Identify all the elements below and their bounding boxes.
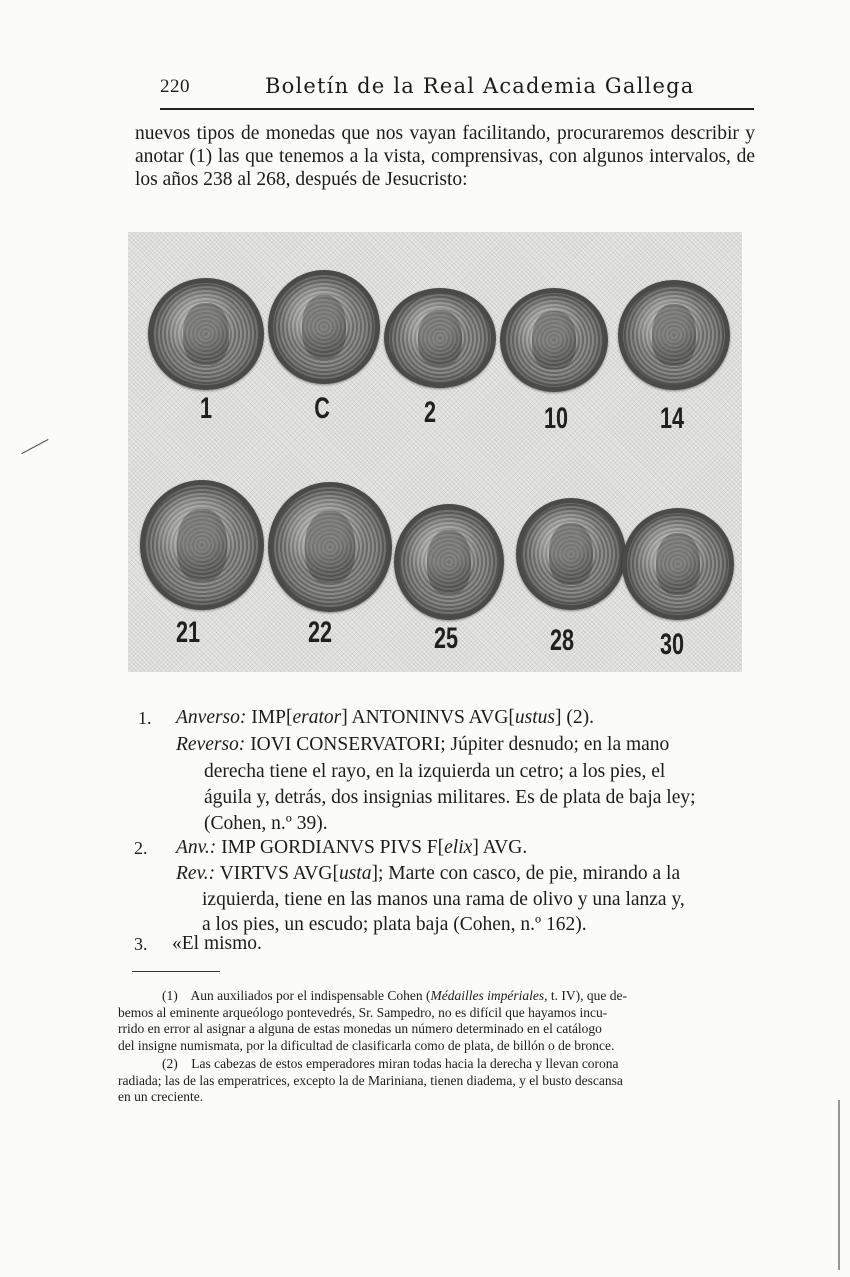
footnote-1: (1) Aun auxiliados por el indispensable Cohen (Médailles impériales, t. IV), que de- bemos al eminente arqueólogo pontevedrés, Sr. Sampedro, no es difícil que hayamos incu- rrido en error al asignar a alguna de estas monedas un número determinado en el catálogo del insigne numismata, por la dificultad de clasificarla como de plata, de billón o de bronce. [118,988,627,1053]
coin-label: 30 [659,628,685,661]
coin-image [140,480,264,610]
margin-pencil-mark [22,439,49,454]
coin-label: 1 [199,392,213,425]
footnote-number: (1) [162,988,178,1003]
coin-label: 22 [307,616,333,649]
header-rule [160,108,754,110]
entry-2-reverse: Rev.: VIRTVS AVG[usta]; Marte con casco, de pie, mirando a la [176,863,681,884]
reverse-label: Reverso: [176,734,246,755]
coin-image [500,288,608,392]
reverse-label: Rev.: [176,863,216,884]
journal-title: Boletín de la Real Academia Gallega [265,74,695,98]
entry-line: izquierda, tiene en las manos una rama de olivo y una lanza y, [202,889,685,910]
entry-number: 1. [138,708,152,728]
entry-3-text: «El mismo. [172,933,262,954]
coin-label: 28 [549,624,575,657]
coin-image [148,278,264,390]
entry-line: derecha tiene el rayo, en la izquierda un cetro; a los pies, el [204,761,666,782]
coin-label: C [314,392,330,425]
coin-image [516,498,626,610]
coin-image [268,270,380,384]
coin-label: 14 [659,402,685,435]
footnote-number: (2) [162,1056,178,1071]
entry-line: águila y, detrás, dos insignias militares. Es de plata de baja ley; [204,787,696,808]
coin-image [622,508,734,620]
coin-image [268,482,392,612]
footnote-rule [132,971,220,972]
coin-image [618,280,730,390]
page-edge-shadow [838,1100,840,1270]
entry-1-reverse: Reverso: IOVI CONSERVATORI; Júpiter desnudo; en la mano [176,734,670,755]
entry-line: a los pies, un escudo; plata baja (Cohen, n.º 162). [202,914,587,935]
coin-label: 10 [543,402,569,435]
coin-label: 21 [175,616,201,649]
entry-2-obverse: Anv.: IMP GORDIANVS PIVS F[elix] AVG. [176,837,528,858]
coin-label: 2 [423,396,437,429]
coin-plate [128,232,742,672]
obverse-label: Anverso: [176,707,247,728]
coin-image [384,288,496,388]
page-number: 220 [160,76,190,97]
entry-number: 3. [134,934,148,954]
obverse-label: Anv.: [176,837,217,858]
coin-label: 25 [433,622,459,655]
intro-paragraph: nuevos tipos de monedas que nos vayan facilitando, procuraremos describir y anotar (1) las que tenemos a la vista, comprensivas, con algunos intervalos, de los años 238 al 268, después de Jesucristo: [135,123,755,190]
entry-number: 2. [134,838,148,858]
coin-image [394,504,504,620]
footnote-2: (2) Las cabezas de estos emperadores miran todas hacia la derecha y llevan corona radiada; las de las emperatrices, excepto la de Mariniana, tienen diadema, y el busto descansa en un creciente. [118,1056,623,1104]
entry-1-obverse: Anverso: IMP[erator] ANTONINVS AVG[ustus] (2). [176,707,595,728]
entry-line: (Cohen, n.º 39). [204,813,328,834]
running-head [160,74,754,110]
